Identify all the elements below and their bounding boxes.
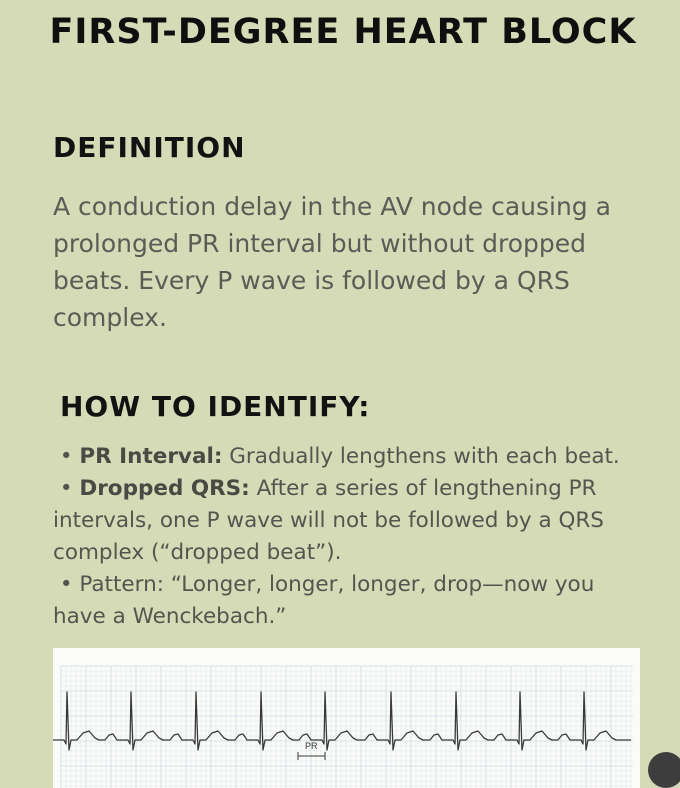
page-title: FIRST-DEGREE HEART BLOCK xyxy=(49,12,637,52)
list-item xyxy=(53,473,653,569)
ecg-grid xyxy=(61,666,633,788)
list-item xyxy=(53,569,653,633)
bullet-label: PR Interval: xyxy=(79,444,223,469)
bullet-text: After a series of lengthening PR intervals, one P wave will not be followed by a QRS complex (“dropped beat”). xyxy=(53,476,604,565)
definition-text: A conduction delay in the AV node causing a prolonged PR interval but without dropped beats. Every P wave is followed by a QRS complex. xyxy=(53,192,611,332)
scroll-button[interactable] xyxy=(648,752,680,788)
bullet-icon: • xyxy=(53,444,80,469)
ecg-trace-graphic xyxy=(53,648,640,788)
list-item xyxy=(53,441,653,473)
ecg-strip xyxy=(53,648,640,788)
bullet-text: Pattern: “Longer, longer, longer, drop—now you have a Wenckebach.” xyxy=(53,572,595,629)
definition-heading: DEFINITION xyxy=(53,131,246,164)
bullet-text: Gradually lengthens with each beat. xyxy=(222,444,620,469)
bullet-icon: • xyxy=(53,476,80,501)
bullet-icon: • xyxy=(53,572,80,597)
identify-list xyxy=(53,441,653,633)
bullet-label: Dropped QRS: xyxy=(79,476,250,501)
how-to-identify-heading: HOW TO IDENTIFY: xyxy=(60,390,371,423)
pr-label: PR xyxy=(305,741,318,751)
